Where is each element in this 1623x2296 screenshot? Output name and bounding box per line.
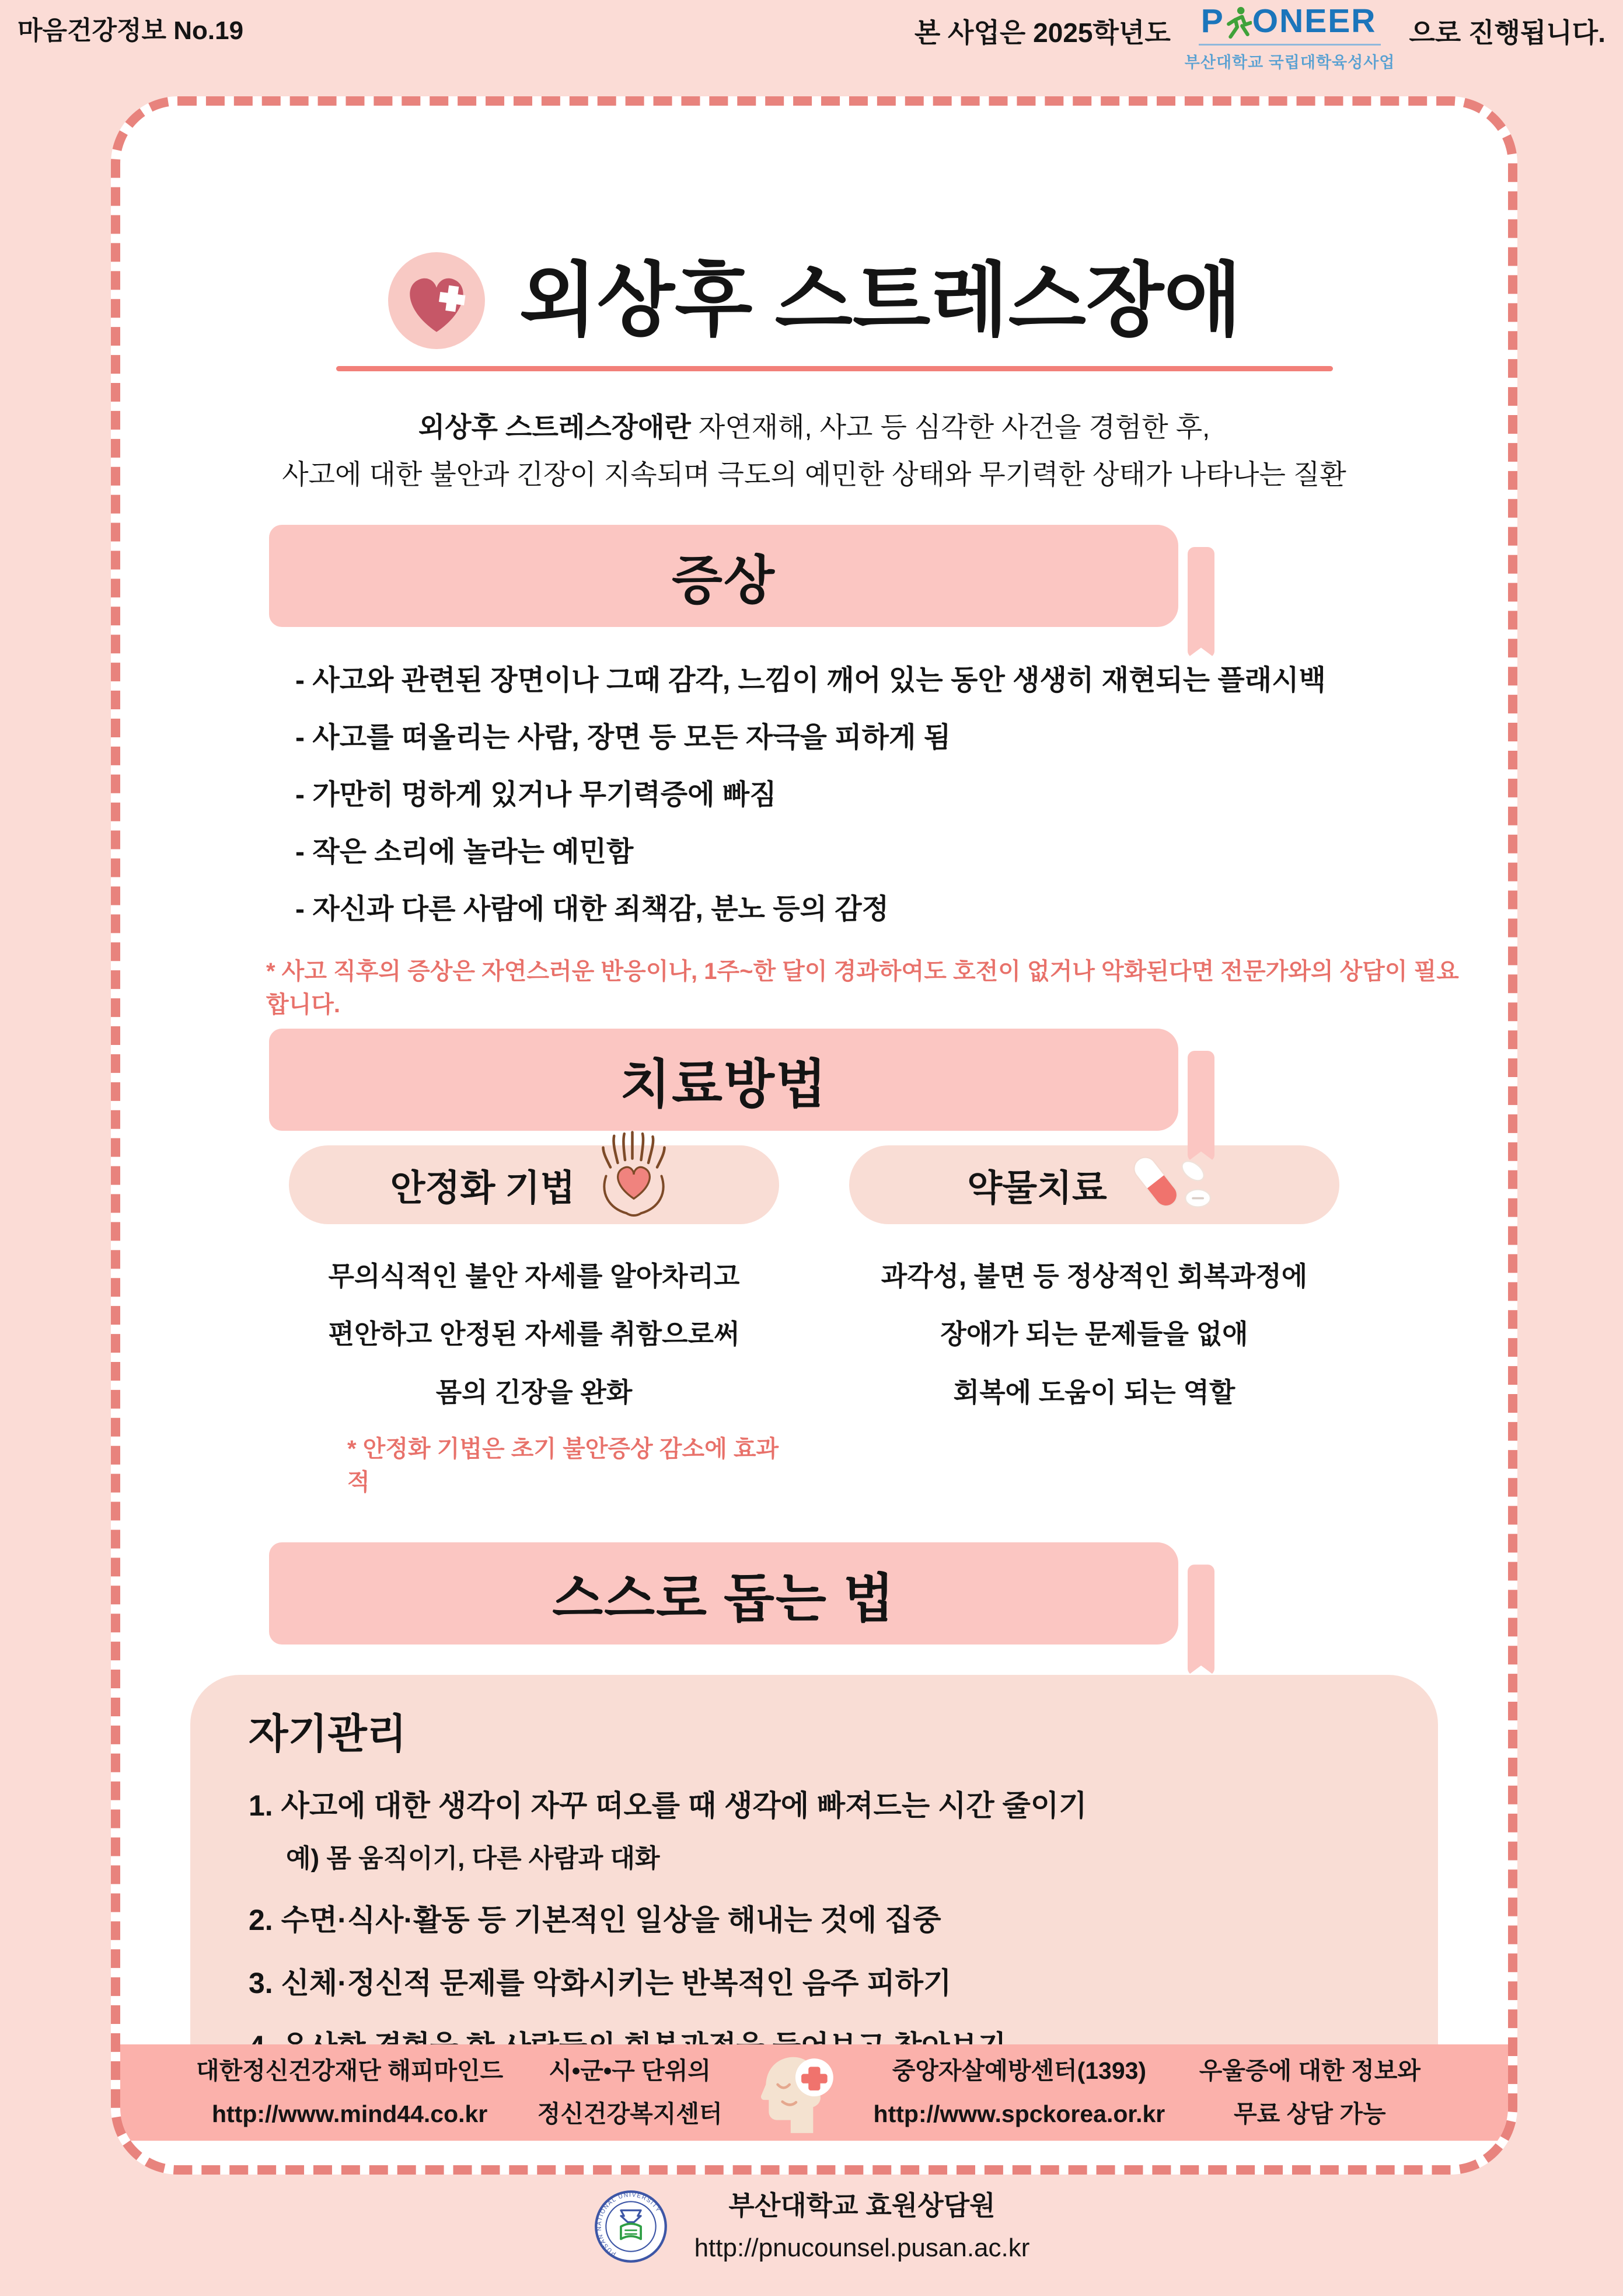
- selfcare-box: [190, 1675, 1438, 2105]
- program-note: [914, 2, 1605, 72]
- symptom-item: - 사고를 떠올리는 사람, 장면 등 모든 자극을 피하게 됨: [295, 722, 951, 753]
- stabilization-header: [289, 1145, 779, 1224]
- selfcare-title: 자기관리: [249, 1711, 407, 1757]
- selfcare-example: 예) 몸 움직이기, 다른 사람과 대화: [286, 1844, 660, 1873]
- treatment-banner: [269, 1029, 1178, 1131]
- title-underline: [336, 366, 1333, 371]
- counsel-center-url: http://pnucounsel.pusan.ac.kr: [694, 2233, 1030, 2262]
- intro-lead: 외상후 스트레스장애란: [418, 412, 691, 443]
- footer-org-name: 정신건강복지센터: [537, 2100, 723, 2127]
- intro-line1-rest: 자연재해, 사고 등 심각한 사건을 경험한 후,: [690, 412, 1210, 443]
- pills-icon: [1122, 1148, 1221, 1218]
- pioneer-logo: [1184, 2, 1395, 72]
- symptoms-banner: [269, 525, 1178, 627]
- treatment-columns: [120, 1145, 1508, 1497]
- stabilization-desc-line: 몸의 긴장을 완화: [435, 1377, 633, 1408]
- symptom-item: - 가만히 멍하게 있거나 무기력증에 빠짐: [295, 779, 777, 810]
- issue-label: 마음건강정보 No.19: [18, 16, 244, 45]
- counsel-center: [694, 2184, 1030, 2269]
- footer-org-happymind: [196, 2050, 503, 2136]
- pioneer-subtitle: 부산대학교 국립대학육성사업: [1184, 54, 1395, 71]
- heart-cross-icon: [386, 250, 487, 351]
- stabilization-note: * 안정화 기법은 초기 불안증상 감소에 효과적: [347, 1436, 779, 1496]
- medication-desc-line: 회복에 도움이 되는 역할: [953, 1377, 1235, 1408]
- footer-info-line: 우울증에 대한 정보와: [1199, 2057, 1420, 2084]
- stabilization-title: 안정화 기법: [390, 1168, 575, 1208]
- footer-org-url: http://www.mind44.co.kr: [211, 2100, 488, 2127]
- counsel-center-name: 부산대학교 효원상담원: [728, 2190, 996, 2221]
- footer-org-name: 시•군•구 단위의: [549, 2057, 711, 2084]
- program-note-prefix: 본 사업은 2025학년도: [914, 18, 1171, 48]
- runner-icon: [1225, 5, 1252, 39]
- footer-org-welfare-center: [537, 2050, 723, 2136]
- poster-card: [111, 96, 1517, 2175]
- footer-org-name: 중앙자살예방센터(1393): [892, 2057, 1147, 2084]
- seal-text: PUSAN NATIONAL UNIVERSITY: [596, 2192, 662, 2257]
- medication-header: [849, 1145, 1339, 1224]
- medication-desc-line: 장애가 되는 문제들을 없애: [940, 1319, 1248, 1350]
- hands-holding-heart-icon: [590, 1128, 678, 1221]
- pioneer-letter-p: P: [1200, 2, 1224, 40]
- stabilization-desc-line: 무의식적인 불안 자세를 알아차리고: [328, 1260, 740, 1291]
- title-row: [120, 250, 1508, 351]
- symptoms-banner-label: 증상: [672, 552, 776, 611]
- footer-info-line: 무료 상담 가능: [1234, 2100, 1386, 2127]
- selfcare-item: 2. 수면·식사·활동 등 기본적인 일상을 해내는 것에 집중: [249, 1904, 941, 1937]
- pioneer-letters-rest: ONEER: [1252, 2, 1377, 40]
- selfcare-item: 3. 신체·정신적 문제를 악화시키는 반복적인 음주 피하기: [249, 1967, 952, 2000]
- pnu-seal-logo: [594, 2189, 668, 2264]
- stabilization-desc-line: 편안하고 안정된 자세를 취함으로써: [328, 1319, 740, 1350]
- intro-text: [144, 404, 1485, 499]
- footer-org-spc: [874, 2050, 1165, 2136]
- treatment-banner-label: 치료방법: [620, 1055, 828, 1114]
- stabilization-description: [289, 1248, 779, 1422]
- stabilization-card: [289, 1145, 779, 1497]
- bottom-credit: [0, 2184, 1623, 2269]
- page-title: 외상후 스트레스장애: [519, 256, 1242, 346]
- symptom-item: - 사고와 관련된 장면이나 그때 감각, 느낌이 깨어 있는 동안 생생히 재현되는 플래시백: [295, 664, 1326, 696]
- footer-band: [120, 2044, 1508, 2141]
- intro-line2: 사고에 대한 불안과 긴장이 지속되며 극도의 예민한 상태와 무기력한 상태가 나타나는 질환: [282, 458, 1346, 490]
- medication-title: 약물치료: [967, 1168, 1107, 1208]
- medication-description: [849, 1248, 1339, 1422]
- head-cross-icon: [756, 2050, 839, 2139]
- footer-org-name: 대한정신건강재단 해피마인드: [196, 2057, 504, 2084]
- selfhelp-banner: [269, 1542, 1178, 1645]
- symptom-item: - 작은 소리에 놀라는 예민함: [295, 836, 634, 867]
- footer-org-url: http://www.spckorea.or.kr: [873, 2100, 1165, 2127]
- pioneer-wordmark: [1199, 2, 1381, 46]
- medication-desc-line: 과각성, 불면 등 정상적인 회복과정에: [881, 1260, 1308, 1291]
- symptoms-note: * 사고 직후의 증상은 자연스러운 반응이나, 1주~한 달이 경과하여도 호전이 없거나 악화된다면 전문가와의 상담이 필요합니다.: [266, 958, 1459, 1018]
- selfhelp-banner-label: 스스로 돕는 법: [552, 1569, 895, 1628]
- selfcare-item: 1. 사고에 대한 생각이 자꾸 떠오를 때 생각에 빠져드는 시간 줄이기: [249, 1789, 1087, 1823]
- medication-card: [849, 1145, 1339, 1497]
- program-note-suffix: 으로 진행됩니다.: [1409, 18, 1605, 48]
- footer-org-depression-info: [1199, 2050, 1420, 2136]
- symptom-item: - 자신과 다른 사람에 대한 죄책감, 분노 등의 감정: [295, 893, 889, 925]
- top-bar: [0, 0, 1623, 72]
- symptoms-list: [295, 663, 1438, 927]
